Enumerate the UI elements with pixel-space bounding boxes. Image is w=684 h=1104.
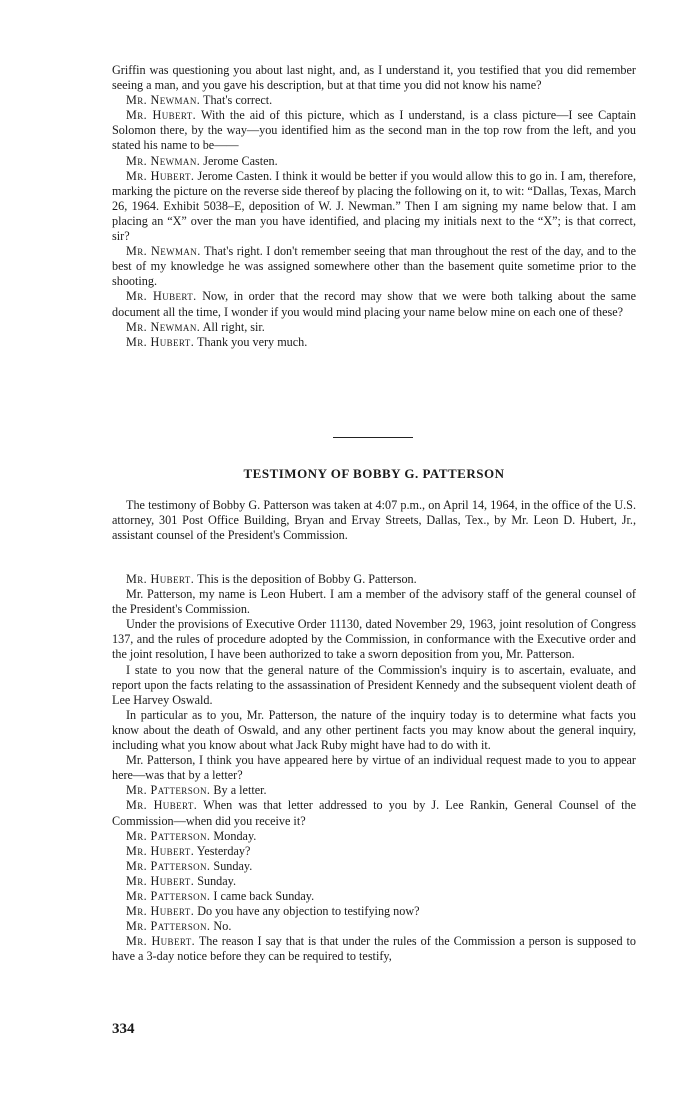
paragraph-text: This is the deposition of Bobby G. Patterson. [196, 572, 417, 586]
speaker-name: Mr. Newman. [126, 153, 201, 168]
paragraph [112, 169, 636, 244]
paragraph [112, 934, 636, 964]
paragraph [112, 829, 636, 844]
speaker-name: Mr. Hubert. [126, 289, 197, 304]
speaker-name: Mr. Patterson. [126, 858, 211, 873]
paragraph-text: Now, in order that the record may show that we were both talking about the same document all the time, I wonder if you would mind placing your name below mine on each one of these? [112, 289, 637, 319]
paragraph-text: Mr. Patterson, my name is Leon Hubert. I am a member of the advisory staff of the general counsel of the President's Commission. [112, 587, 636, 617]
paragraph [112, 874, 636, 889]
speaker-name: Mr. Hubert. [126, 904, 195, 919]
paragraph-text: With the aid of this picture, which as I understand, is a class picture—I see Captain Solomon there, by the way—you identified him as the second man in the top row from the left, and you stated his name to be—— [112, 108, 636, 153]
paragraph-text: No. [213, 919, 232, 934]
paragraph-text: Jerome Casten. [203, 153, 278, 168]
paragraph-text: That's right. I don't remember seeing that man throughout the rest of the day, and to the best of my knowledge he was assigned somewhere other than the basement quite sometime prior to the shooting. [112, 244, 636, 289]
paragraph [112, 289, 636, 319]
speaker-name: Mr. Hubert. [126, 843, 195, 858]
paragraph [112, 617, 636, 662]
paragraph-text: By a letter. [213, 783, 267, 798]
paragraph-text: Griffin was questioning you about last night, and, as I understand it, you testified that you did remember seeing a man, and you gave his description, but at that time you did not know his name? [112, 63, 636, 93]
paragraph [112, 798, 636, 828]
paragraph-text: Sunday. [213, 858, 253, 873]
paragraph [112, 663, 636, 708]
paragraph-text: In particular as to you, Mr. Patterson, the nature of the inquiry today is to determine what facts you know about the death of Oswald, and any other pertinent facts you may know about the general inquiry, including what you know about what Jack Ruby might have had to do with it. [112, 707, 636, 753]
speaker-name: Mr. Newman. [126, 319, 201, 334]
speaker-name: Mr. Patterson. [126, 828, 211, 843]
speaker-name: Mr. Patterson. [126, 783, 211, 798]
paragraph-text: I state to you now that the general nature of the Commission's inquiry is to ascertain, evaluate, and report upon the facts relating to the assassination of President Kennedy and the subsequent violent death of Lee Harvey Oswald. [112, 662, 636, 707]
paragraph [112, 783, 636, 798]
speaker-name: Mr. Patterson. [126, 919, 211, 934]
paragraph [112, 587, 636, 617]
paragraph [112, 93, 636, 108]
paragraph [112, 335, 636, 350]
intro-paragraph: The testimony of Bobby G. Patterson was taken at 4:07 p.m., on April 14, 1964, in the office of the U.S. attorney, 301 Post Office Building, Bryan and Ervay Streets, Dallas, Tex., by Mr. Leon D. Hubert, Jr., assistant counsel of the President's Commission. [112, 498, 636, 543]
paragraph-text: All right, sir. [202, 319, 265, 334]
speaker-name: Mr. Hubert. [126, 798, 198, 813]
paragraph [112, 919, 636, 934]
intro-paragraph-block [112, 498, 636, 543]
paragraph [112, 889, 636, 904]
paragraph-text: Under the provisions of Executive Order 11130, dated November 29, 1963, joint resolution of Congress 137, and the rules of procedure adopted by the Commission, in conformance with the Executive order and the joint resolution, I have been authorized to take a sworn deposition from you, Mr. Patterson. [112, 617, 636, 662]
section-heading: TESTIMONY OF BOBBY G. PATTERSON [243, 466, 505, 481]
paragraph-text: Mr. Patterson, I think you have appeared here by virtue of an individual request made to you to appear here—was that by a letter? [112, 753, 636, 783]
paragraph [112, 244, 636, 289]
page-number: 334 [112, 1021, 135, 1037]
section-divider [333, 437, 413, 438]
speaker-name: Mr. Hubert. [126, 572, 195, 586]
paragraph-text: Monday. [213, 828, 257, 843]
paragraph-text: Yesterday? [196, 843, 251, 858]
speaker-name: Mr. Hubert. [126, 108, 197, 123]
paragraph-text: That's correct. [203, 93, 273, 108]
paragraph-text: Do you have any objection to testifying now? [197, 904, 420, 919]
speaker-name: Mr. Hubert. [126, 934, 196, 949]
paragraph [112, 904, 636, 919]
speaker-name: Mr. Patterson. [126, 888, 211, 903]
paragraph-text: When was that letter addressed to you by J. Lee Rankin, General Counsel of the Commission—when did you receive it? [112, 798, 636, 828]
paragraph [112, 108, 636, 153]
paragraph-text: I came back Sunday. [213, 888, 315, 903]
speaker-name: Mr. Hubert. [126, 873, 195, 888]
paragraph-text: The reason I say that is that under the rules of the Commission a person is supposed to have a 3-day notice before they can be required to testify, [112, 934, 636, 964]
speaker-name: Mr. Newman. [126, 244, 201, 259]
paragraph [112, 708, 636, 753]
paragraph-text: Jerome Casten. I think it would be better if you would allow this to go in. I am, therefore, marking the picture on the reverse side thereof by placing the following on it, to wit: “Dallas, Texas, March 26, 1964. Exhibit 5038–E, deposition of W. J. Newman.” Then I am signing my name below that. I am placing an “X” over the man you have identified, and placing my initials next to the “X”; is that correct, sir? [112, 168, 637, 244]
paragraph [112, 859, 636, 874]
speaker-name: Mr. Newman. [126, 93, 201, 108]
paragraph [112, 844, 636, 859]
paragraph-text: Thank you very much. [196, 334, 308, 349]
patterson-testimony [112, 572, 636, 964]
paragraph [112, 154, 636, 169]
newman-testimony-end [112, 63, 636, 350]
speaker-name: Mr. Hubert. [126, 334, 195, 349]
paragraph [112, 572, 636, 587]
paragraph [112, 320, 636, 335]
speaker-name: Mr. Hubert. [126, 168, 195, 183]
paragraph [112, 753, 636, 783]
paragraph [112, 63, 636, 93]
paragraph-text: Sunday. [197, 873, 237, 888]
